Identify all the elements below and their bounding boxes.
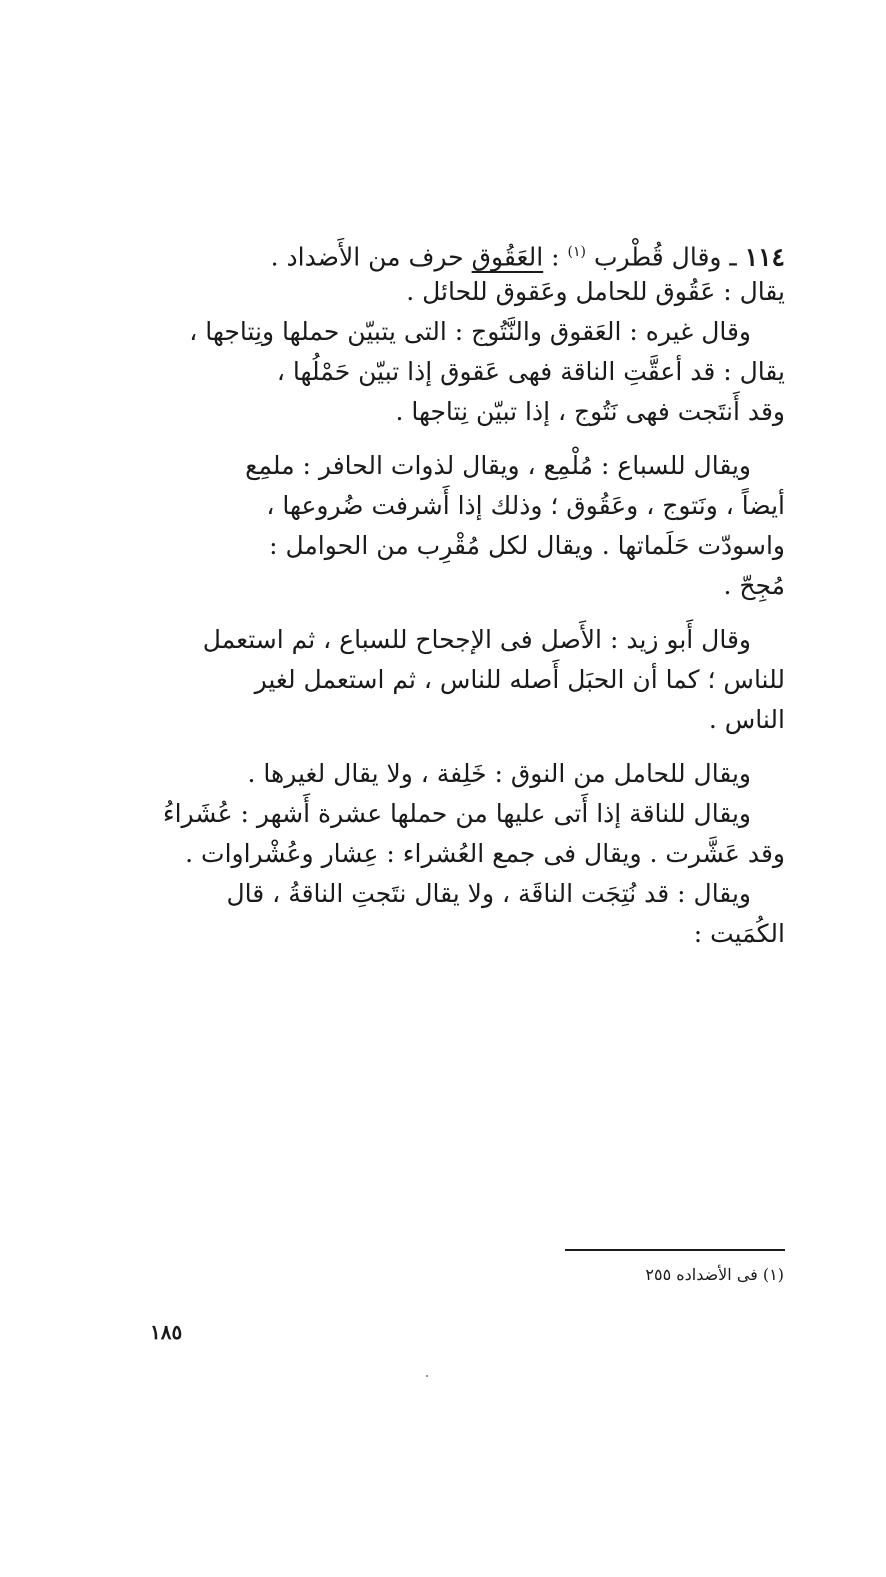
- entry-heading-line: ١١٤ ـ وقال قُطْرب $^{(١)}$ : العَقُوق حرف من الأَضداد .: [270, 242, 785, 272]
- text-line: ويقال للسباع : مُلْمِع ، ويقال لذوات الحافر : ملمِع: [245, 451, 751, 480]
- footnote: (١) فى الأضداده ٢٥٥: [645, 1265, 784, 1284]
- entry-intro-rest: حرف من الأَضداد .: [270, 242, 464, 272]
- text-line: ويقال : قد نُتِجَت الناقَة ، ولا يقال نتَجتِ الناقةُ ، قال: [226, 879, 751, 908]
- footnote-reference[interactable]: (١): [567, 244, 586, 260]
- text-line: يقال : قد أعقَّتِ الناقة فهى عَقوق إذا تبيّن حَمْلُها ،: [276, 357, 785, 386]
- text-line: وقال غيره : العَقوق والنَّتُوج : التى يتبيّن حملها ونِتاجها ،: [189, 317, 751, 346]
- text-line: مُجِحّ .: [723, 571, 785, 600]
- entry-number: ١١٤: [744, 242, 785, 272]
- footnote-divider: [565, 1249, 785, 1251]
- headword: العَقُوق: [471, 242, 544, 272]
- text-line: وقد عَشَّرت . ويقال فى جمع العُشراء : عِشار وعُشْراوات .: [185, 839, 785, 868]
- text-line: الناس .: [708, 705, 785, 734]
- text-line: يقال : عَقُوق للحامل وعَقوق للحائل .: [406, 277, 785, 306]
- text-line: ويقال للناقة إذا أَتى عليها من حملها عشرة أَشهر : عُشَراءُ: [162, 799, 751, 828]
- text-line: للناس ؛ كما أن الحبَل أَصله للناس ، ثم استعمل لغير: [254, 665, 785, 694]
- text-line: أيضاً ، ونَتوج ، وعَقُوق ؛ وذلك إذا أَشرفت ضُروعها ،: [266, 491, 785, 520]
- text-line: الكُمَيت :: [693, 919, 785, 948]
- scan-speck: [426, 1375, 428, 1377]
- main-text: [70, 232, 785, 954]
- text-line: وقد أَنتَجت فهى نَتُوج ، إذا تبيّن نِتاجها .: [395, 397, 785, 426]
- text-line: وقال أَبو زيد : الأَصل فى الإجحاح للسباع ، ثم استعمل: [202, 625, 751, 654]
- entry-intro: ـ وقال قُطْرب: [593, 242, 737, 272]
- text-line: ويقال للحامل من النوق : خَلِفة ، ولا يقال لغيرها .: [247, 759, 751, 788]
- page-number: ١٨٥: [150, 1320, 183, 1344]
- text-line: واسودّت حَلَماتها . ويقال لكل مُقْرِب من الحوامل :: [269, 531, 785, 560]
